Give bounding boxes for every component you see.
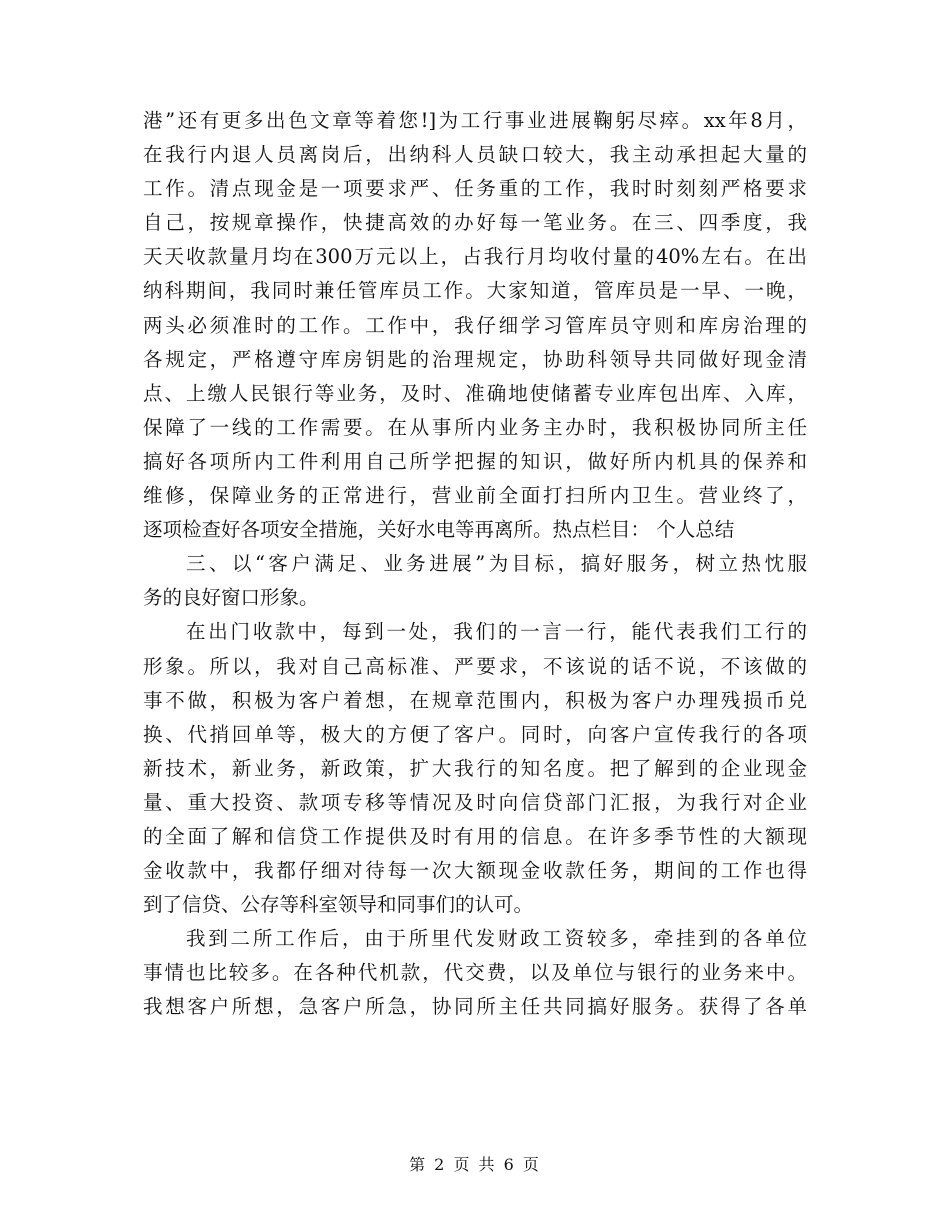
text-line: 逐项检查好各项安全措施，关好水电等再离所。热点栏目： 个人总结 [143, 518, 735, 542]
section-heading-line: 三、以“客户满足、业务进展”为目标，搞好服务，树立热忱服 [186, 552, 807, 576]
text-line: 点、上缴人民银行等业务，及时、准确地使储蓄专业库包出库、入库， [143, 381, 807, 405]
text-line: 事不做，积极为客户着想，在规章范围内，积极为客户办理残损币兑 [143, 688, 807, 712]
text-line: 新技术，新业务，新政策，扩大我行的知名度。把了解到的企业现金 [143, 756, 807, 780]
text-line: 搞好各项所内工件利用自己所学把握的知识，做好所内机具的保养和 [143, 449, 807, 473]
text-line: 形象。所以，我对自己高标准、严要求，不该说的话不说，不该做的 [143, 654, 807, 678]
text-line: 两头必须准时的工作。工作中，我仔细学习管库员守则和库房治理的 [143, 313, 807, 337]
text-line: 工作。清点现金是一项要求严、任务重的工作，我时时刻刻严格要求 [143, 177, 807, 201]
text-line: 换、代捎回单等，极大的方便了客户。同时，向客户宣传我行的各项 [143, 722, 807, 746]
paragraph-start-line: 在出门收款中，每到一处，我们的一言一行，能代表我们工行的 [186, 620, 807, 644]
text-line: 纳科期间，我同时兼任管库员工作。大家知道，管库员是一早、一晚， [143, 279, 807, 303]
text-line: 保障了一线的工作需要。在从事所内业务主办时，我积极协同所主任 [143, 415, 807, 439]
text-line: 自己，按规章操作，快捷高效的办好每一笔业务。在三、四季度，我 [143, 211, 807, 235]
text-line: 的全面了解和信贷工作提供及时有用的信息。在许多季节性的大额现 [143, 824, 807, 848]
text-line: 在我行内退人员离岗后，出纳科人员缺口较大，我主动承担起大量的 [143, 143, 807, 167]
page-footer: 第 2 页 共 6 页 [409, 1155, 541, 1174]
text-line: 到了信贷、公存等科室领导和同事们的认可。 [143, 893, 534, 917]
text-line: 天天收款量月均在300万元以上，占我行月均收付量的40%左右。在出 [143, 245, 807, 269]
text-line: 金收款中，我都仔细对待每一次大额现金收款任务，期间的工作也得 [143, 859, 807, 883]
paragraph-start-line: 我到二所工作后，由于所里代发财政工资较多，牵挂到的各单位 [186, 927, 807, 951]
text-line: 维修，保障业务的正常进行，营业前全面打扫所内卫生。营业终了， [143, 484, 807, 508]
text-line: 量、重大投资、款项专移等情况及时向信贷部门汇报，为我行对企业 [143, 790, 807, 814]
text-line: 我想客户所想，急客户所急，协同所主任共同搞好服务。获得了各单 [143, 995, 807, 1019]
body-text [143, 104, 807, 1025]
section-heading-line: 务的良好窗口形象。 [143, 586, 319, 610]
text-line: 港”还有更多出色文章等着您!]为工行事业进展鞠躬尽瘁。xx年8月， [143, 109, 807, 132]
text-line: 事情也比较多。在各种代机款，代交费，以及单位与银行的业务来中。 [143, 961, 807, 985]
text-line: 各规定，严格遵守库房钥匙的治理规定，协助科领导共同做好现金清 [143, 347, 807, 371]
